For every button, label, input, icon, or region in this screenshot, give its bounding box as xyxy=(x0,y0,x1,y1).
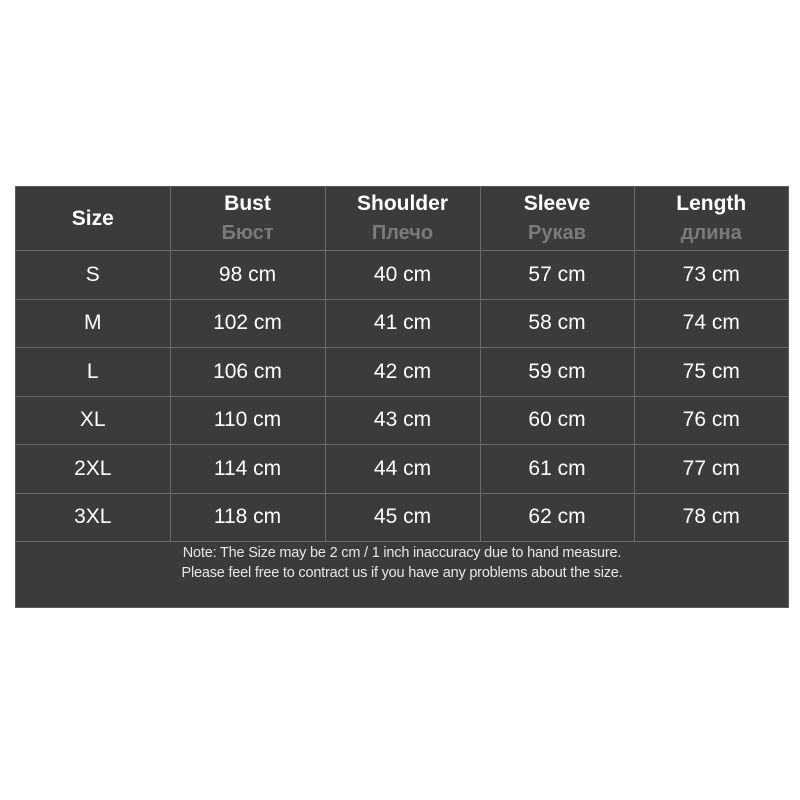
length-cell: 73 cm xyxy=(634,251,788,300)
sleeve-cell: 60 cm xyxy=(480,396,634,445)
header-length-label: Length xyxy=(676,192,747,215)
sleeve-cell: 58 cm xyxy=(480,299,634,348)
table-row xyxy=(16,445,788,494)
shoulder-cell: 42 cm xyxy=(325,348,480,397)
header-length xyxy=(634,187,788,251)
header-shoulder-label: Shoulder xyxy=(356,192,448,215)
size-cell: M xyxy=(16,299,170,348)
sleeve-cell: 57 cm xyxy=(480,251,634,300)
table-row xyxy=(16,396,788,445)
header-bust-label: Bust xyxy=(224,192,271,215)
length-cell: 75 cm xyxy=(634,348,788,397)
table-row xyxy=(16,299,788,348)
shoulder-cell: 44 cm xyxy=(325,445,480,494)
size-chart xyxy=(15,186,789,608)
size-cell: L xyxy=(16,348,170,397)
bust-cell: 114 cm xyxy=(170,445,325,494)
size-cell: 3XL xyxy=(16,493,170,542)
shoulder-cell: 40 cm xyxy=(325,251,480,300)
header-sleeve xyxy=(480,187,634,251)
length-cell: 74 cm xyxy=(634,299,788,348)
header-length-label-ru: длина xyxy=(680,222,742,244)
header-sleeve-label: Sleeve xyxy=(523,192,591,215)
header-size xyxy=(16,187,170,251)
table-row xyxy=(16,348,788,397)
shoulder-cell: 41 cm xyxy=(325,299,480,348)
sleeve-cell: 61 cm xyxy=(480,445,634,494)
header-shoulder-label-ru: Плечо xyxy=(371,222,434,244)
table-row xyxy=(16,251,788,300)
header-bust-label-ru: Бюст xyxy=(221,222,274,244)
size-note xyxy=(16,543,788,583)
note-line-1: Note: The Size may be 2 cm / 1 inch inaccuracy due to hand measure. xyxy=(182,545,622,561)
bust-cell: 98 cm xyxy=(170,251,325,300)
size-table xyxy=(16,187,788,542)
header-size-label: Size xyxy=(71,206,114,230)
shoulder-cell: 43 cm xyxy=(325,396,480,445)
sleeve-cell: 59 cm xyxy=(480,348,634,397)
size-cell: S xyxy=(16,251,170,300)
length-cell: 78 cm xyxy=(634,493,788,542)
bust-cell: 106 cm xyxy=(170,348,325,397)
note-line-2: Please feel free to contract us if you have any problems about the size. xyxy=(181,565,623,581)
bust-cell: 118 cm xyxy=(170,493,325,542)
length-cell: 77 cm xyxy=(634,445,788,494)
header-sleeve-label-ru: Рукав xyxy=(528,222,586,244)
header-shoulder xyxy=(325,187,480,251)
size-cell: 2XL xyxy=(16,445,170,494)
shoulder-cell: 45 cm xyxy=(325,493,480,542)
header-row xyxy=(16,187,788,251)
bust-cell: 102 cm xyxy=(170,299,325,348)
table-row xyxy=(16,493,788,542)
size-cell: XL xyxy=(16,396,170,445)
sleeve-cell: 62 cm xyxy=(480,493,634,542)
bust-cell: 110 cm xyxy=(170,396,325,445)
length-cell: 76 cm xyxy=(634,396,788,445)
header-bust xyxy=(170,187,325,251)
